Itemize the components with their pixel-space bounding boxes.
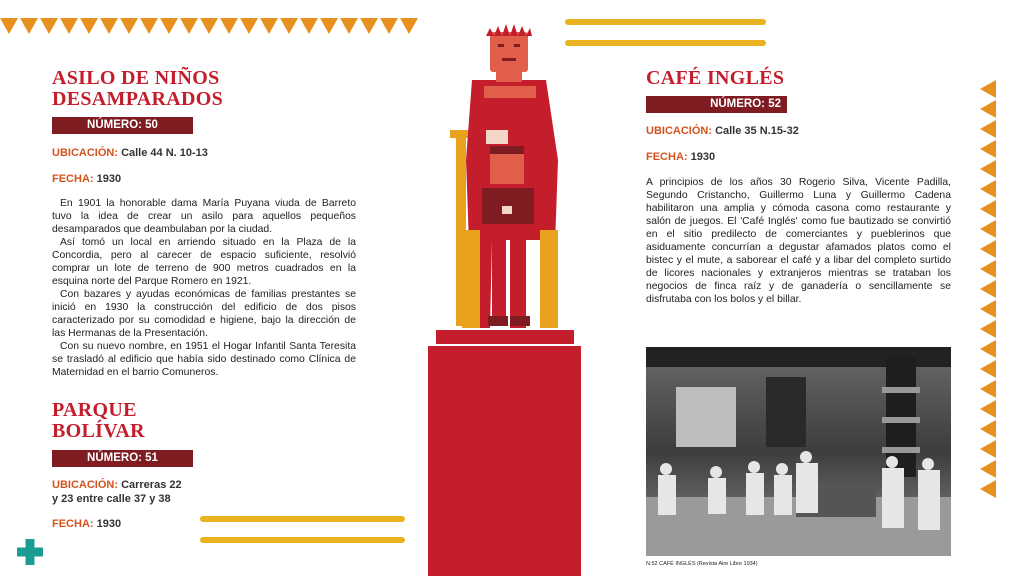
zigzag-triangle <box>980 380 996 398</box>
pedestal <box>428 346 581 576</box>
number-badge-51: NÚMERO: 51 <box>52 450 193 467</box>
date-value: 1930 <box>96 518 122 530</box>
zigzag-border-top <box>0 18 425 38</box>
zigzag-triangle <box>980 80 996 98</box>
zigzag-triangle <box>120 18 138 34</box>
location-value: Calle 44 N. 10-13 <box>121 147 208 159</box>
date-label: FECHA: <box>52 173 94 185</box>
paragraph: En 1901 la honorable dama María Puyana viuda de Barreto tuvo la idea de crear un asilo para aquellos pequeños desamparados que deambulaban por la ciudad. <box>52 198 356 235</box>
zigzag-triangle <box>980 360 996 378</box>
zigzag-triangle <box>980 480 996 498</box>
zigzag-triangle <box>980 320 996 338</box>
zigzag-triangle <box>80 18 98 34</box>
historic-photo <box>646 347 951 556</box>
location-label: UBICACIÓN: <box>646 125 712 137</box>
zigzag-triangle <box>360 18 378 34</box>
entry-title <box>52 68 357 110</box>
zigzag-triangle <box>980 240 996 258</box>
paragraph: Con su nuevo nombre, en 1951 el Hogar Infantil Santa Teresita se trasladó al edificio que había sido destinado como Clínica de Maternidad en el barrio Comuneros. <box>52 341 356 378</box>
location-value: Calle 35 N.15-32 <box>715 125 799 137</box>
entry-title-line-2: BOLÍVAR <box>52 420 145 442</box>
location-row <box>52 478 182 506</box>
zigzag-triangle <box>160 18 178 34</box>
big-figure-head <box>490 32 528 72</box>
zigzag-triangle <box>980 440 996 458</box>
zigzag-triangle <box>220 18 238 34</box>
entry-title-line-1: PARQUE <box>52 399 137 421</box>
date-row <box>52 517 121 531</box>
location-value-line-1: Carreras 22 <box>121 479 182 491</box>
zigzag-triangle <box>980 460 996 478</box>
decorative-line-top-1 <box>565 19 766 25</box>
zigzag-triangle <box>980 340 996 358</box>
zigzag-triangle <box>140 18 158 34</box>
pedestal-cap <box>436 330 574 344</box>
entry-title-cafe-ingles: CAFÉ INGLÉS <box>646 67 785 89</box>
location-label: UBICACIÓN: <box>52 479 118 491</box>
zigzag-triangle <box>980 200 996 218</box>
zigzag-triangle <box>400 18 418 34</box>
zigzag-triangle <box>980 400 996 418</box>
location-label: UBICACIÓN: <box>52 147 118 159</box>
entry-body <box>52 197 356 379</box>
zigzag-triangle <box>980 160 996 178</box>
decorative-line-bottom-2 <box>200 537 405 543</box>
location-row <box>646 124 799 138</box>
zigzag-triangle <box>280 18 298 34</box>
zigzag-triangle <box>980 100 996 118</box>
zigzag-triangle <box>980 180 996 198</box>
entry-title-line-1: ASILO DE NIÑOS <box>52 67 220 89</box>
entry-body <box>646 176 951 306</box>
zigzag-triangle <box>320 18 338 34</box>
date-row <box>646 150 715 164</box>
paragraph: A principios de los años 30 Rogerio Silva, Vicente Padilla, Segundo Cristancho, Guillermo Luna y Guillermo Cadena habilitaron una amplia y cómoda casona como restaurante y salón de juegos. El 'Café Inglés' como fue bautizado se convirtió en el sitio predilecto de comerciantes y pueblerinos que asiduamente concurrían a degustar afamados platos como el bistec y el mute, a saborear el café y a libar del completo surtido de licores nacionales y extranjeros mientras se trataban los negocios de finca raíz y de ganadería o sencillamente se disfrutaba con los bolos y el billar. <box>646 177 951 305</box>
number-badge-52: NÚMERO: 52 <box>646 96 787 113</box>
location-value-line-2: y 23 entre calle 37 y 38 <box>52 493 171 505</box>
zigzag-triangle <box>980 420 996 438</box>
date-value: 1930 <box>690 151 716 163</box>
zigzag-triangle <box>200 18 218 34</box>
chair-left <box>462 230 480 328</box>
date-label: FECHA: <box>646 151 688 163</box>
entry-asilo <box>52 68 357 110</box>
decorative-line-bottom-1 <box>200 516 405 522</box>
zigzag-triangle <box>980 260 996 278</box>
plus-icon[interactable] <box>17 539 43 565</box>
photo-caption: N.52 CAFÉ INGLÉS (Revista Aire Libre 1934) <box>646 561 758 567</box>
zigzag-triangle <box>380 18 398 34</box>
location-row <box>52 146 208 160</box>
zigzag-triangle <box>300 18 318 34</box>
small-figure-head <box>490 150 524 184</box>
zigzag-triangle <box>20 18 38 34</box>
decorative-line-top-2 <box>565 40 766 46</box>
number-badge-50: NÚMERO: 50 <box>52 117 193 134</box>
statue-illustration <box>428 20 588 576</box>
entry-title-line-2: DESAMPARADOS <box>52 88 224 110</box>
entry-parque-bolivar <box>52 400 252 442</box>
zigzag-triangle <box>40 18 58 34</box>
zigzag-triangle <box>340 18 358 34</box>
zigzag-triangle <box>980 140 996 158</box>
zigzag-border-right <box>980 80 1000 498</box>
date-row <box>52 172 121 186</box>
hand <box>486 130 508 144</box>
zigzag-triangle <box>180 18 198 34</box>
zigzag-triangle <box>100 18 118 34</box>
date-value: 1930 <box>96 173 122 185</box>
date-label: FECHA: <box>52 518 94 530</box>
zigzag-triangle <box>60 18 78 34</box>
zigzag-triangle <box>980 300 996 318</box>
paragraph: Así tomó un local en arriendo situado en la Plaza de la Concordia, pero al carecer de espacio suficiente, resolvió comprar un lote de terreno de 900 metros cuadrados en la esquina norte del Parque Romero en 1921. <box>52 237 356 287</box>
entry-title <box>52 400 252 442</box>
zigzag-triangle <box>980 220 996 238</box>
chair-right <box>540 230 558 328</box>
paragraph: Con bazares y ayudas económicas de familias prestantes se inició en 1930 la construcción del edificio de dos pisos caracterizado por su comodidad e higiene, bajo la dirección de las Hermanas de la Presentación. <box>52 289 356 339</box>
zigzag-triangle <box>0 18 18 34</box>
zigzag-triangle <box>980 120 996 138</box>
zigzag-triangle <box>980 280 996 298</box>
zigzag-triangle <box>260 18 278 34</box>
zigzag-triangle <box>240 18 258 34</box>
